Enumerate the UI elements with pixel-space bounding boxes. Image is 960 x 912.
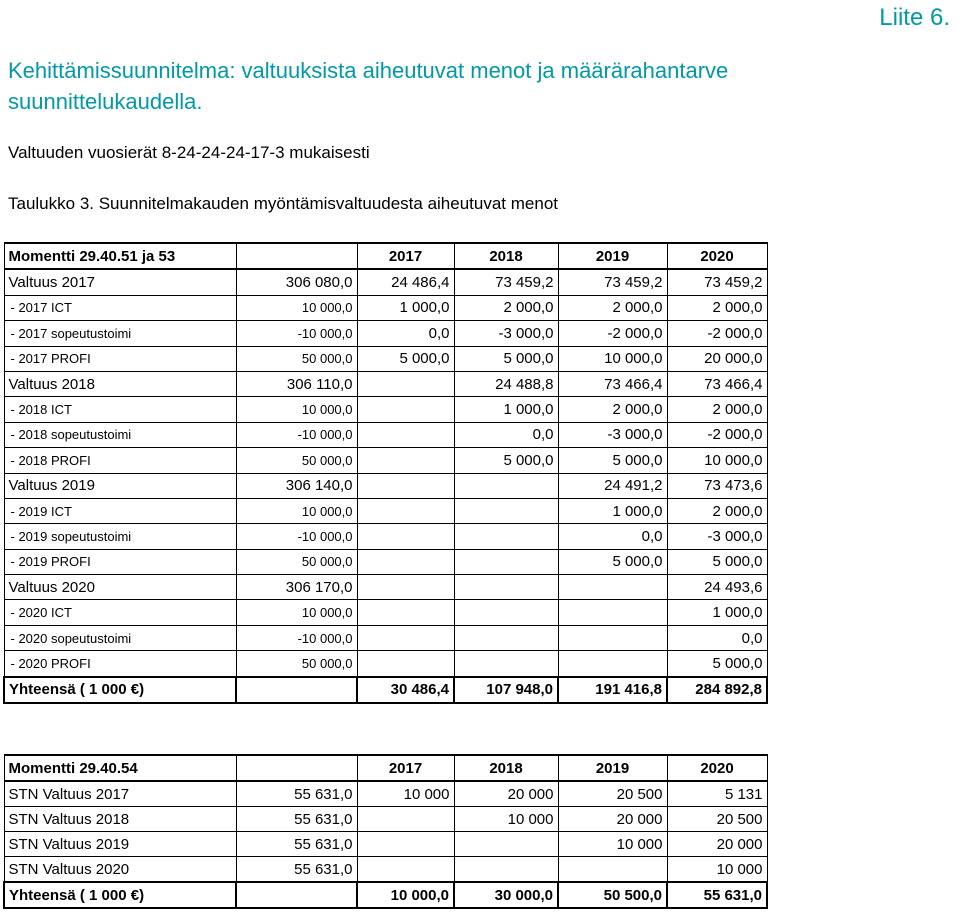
table-cell: 2018: [454, 755, 558, 781]
table-cell: - 2018 ICT: [4, 397, 236, 422]
table-cell: Valtuus 2018: [4, 371, 236, 396]
table-row: [4, 575, 767, 600]
table-cell: 2017: [357, 243, 454, 269]
table-cell: [454, 857, 558, 883]
table-cell: 55 631,0: [667, 882, 767, 908]
table-cell: 2017: [357, 755, 454, 781]
table-cell: [454, 524, 558, 549]
table-cell: 50 000,0: [236, 346, 357, 371]
table-cell: 73 459,2: [667, 269, 767, 295]
table-cell: 2020: [667, 243, 767, 269]
table-cell: Valtuus 2020: [4, 575, 236, 600]
table-cell: [454, 473, 558, 498]
table-cell: 20 000: [667, 832, 767, 857]
table-cell: 0,0: [357, 321, 454, 346]
table-cell: -10 000,0: [236, 321, 357, 346]
table-row: [4, 498, 767, 523]
table-cell: [357, 651, 454, 677]
table-row: [4, 625, 767, 650]
table-cell: [558, 600, 667, 625]
table-cell: 306 080,0: [236, 269, 357, 295]
table-cell: 55 631,0: [236, 781, 357, 807]
table-row: [4, 807, 767, 832]
table-cell: 10 000,0: [667, 448, 767, 473]
table-cell: 73 466,4: [558, 371, 667, 396]
table-cell: -3 000,0: [667, 524, 767, 549]
table-cell: -3 000,0: [454, 321, 558, 346]
table-cell: 2 000,0: [558, 397, 667, 422]
table-cell: 5 131: [667, 781, 767, 807]
table-cell: 0,0: [454, 422, 558, 447]
table-cell: 10 000: [558, 832, 667, 857]
table-row: [4, 600, 767, 625]
table-cell: - 2018 sopeutustoimi: [4, 422, 236, 447]
table-cell: 306 140,0: [236, 473, 357, 498]
table-cell: [357, 448, 454, 473]
table-cell: 20 500: [667, 807, 767, 832]
table-cell: - 2019 PROFI: [4, 549, 236, 574]
table-cell: - 2019 sopeutustoimi: [4, 524, 236, 549]
table-cell: [236, 755, 357, 781]
table-cell: STN Valtuus 2018: [4, 807, 236, 832]
table-cell: STN Valtuus 2020: [4, 857, 236, 883]
table-cell: - 2017 ICT: [4, 295, 236, 320]
table-cell: 10 000,0: [558, 346, 667, 371]
table-cell: 2 000,0: [667, 498, 767, 523]
stn-authorization-table: [3, 754, 768, 909]
table-caption: Taulukko 3. Suunnitelmakauden myöntämisvaltuudesta aiheutuvat menot: [8, 194, 559, 213]
table-row: [4, 397, 767, 422]
table-cell: [357, 832, 454, 857]
table-row: [4, 781, 767, 807]
table-row: [4, 269, 767, 295]
table-header-row: [4, 755, 767, 781]
table-row: [4, 448, 767, 473]
table-cell: [454, 549, 558, 574]
table-cell: Momentti 29.40.51 ja 53: [4, 243, 236, 269]
table-cell: 10 000,0: [236, 397, 357, 422]
table-row: [4, 321, 767, 346]
table-cell: [454, 651, 558, 677]
table-cell: STN Valtuus 2017: [4, 781, 236, 807]
table-total-row: [4, 677, 767, 703]
table-cell: Valtuus 2017: [4, 269, 236, 295]
table-cell: [236, 677, 357, 703]
table-cell: 306 170,0: [236, 575, 357, 600]
table-cell: 5 000,0: [667, 549, 767, 574]
table-cell: 2 000,0: [558, 295, 667, 320]
table-cell: [357, 857, 454, 883]
table-cell: 5 000,0: [667, 651, 767, 677]
table-cell: 10 000: [667, 857, 767, 883]
table-cell: 20 000: [454, 781, 558, 807]
table-row: [4, 422, 767, 447]
table-cell: 20 000,0: [667, 346, 767, 371]
table-cell: 10 000,0: [236, 600, 357, 625]
table-cell: 5 000,0: [558, 549, 667, 574]
table-cell: - 2017 PROFI: [4, 346, 236, 371]
table-cell: [357, 524, 454, 549]
table-cell: 10 000,0: [236, 498, 357, 523]
table-cell: 20 500: [558, 781, 667, 807]
table-cell: 306 110,0: [236, 371, 357, 396]
table-row: [4, 832, 767, 857]
document-subtitle: Valtuuden vuosierät 8-24-24-24-17-3 mukaisesti: [8, 143, 370, 162]
table-cell: - 2020 sopeutustoimi: [4, 625, 236, 650]
table-cell: - 2018 PROFI: [4, 448, 236, 473]
table-cell: 0,0: [667, 625, 767, 650]
table-cell: -10 000,0: [236, 625, 357, 650]
table-cell: 50 000,0: [236, 651, 357, 677]
table-cell: 73 459,2: [454, 269, 558, 295]
table-cell: [558, 625, 667, 650]
table-cell: [357, 371, 454, 396]
document-title: Kehittämissuunnitelma: valtuuksista aiheutuvat menot ja määrärahantarve suunnittelukaudella.: [8, 58, 729, 114]
table-cell: 73 459,2: [558, 269, 667, 295]
table-cell: 107 948,0: [454, 677, 558, 703]
table-cell: 5 000,0: [454, 346, 558, 371]
table-cell: 284 892,8: [667, 677, 767, 703]
table-cell: 50 500,0: [558, 882, 667, 908]
table-cell: 73 466,4: [667, 371, 767, 396]
table-cell: 2018: [454, 243, 558, 269]
table-cell: -10 000,0: [236, 422, 357, 447]
table-cell: [357, 473, 454, 498]
table-cell: 0,0: [558, 524, 667, 549]
table-cell: -2 000,0: [667, 422, 767, 447]
table-cell: [558, 651, 667, 677]
table-cell: Yhteensä ( 1 000 €): [4, 677, 236, 703]
table-cell: [357, 807, 454, 832]
table-cell: 5 000,0: [357, 346, 454, 371]
table-cell: 30 486,4: [357, 677, 454, 703]
table-cell: 24 486,4: [357, 269, 454, 295]
table-cell: 55 631,0: [236, 807, 357, 832]
table-cell: - 2019 ICT: [4, 498, 236, 523]
table-cell: [454, 600, 558, 625]
table-cell: 24 491,2: [558, 473, 667, 498]
table-cell: [454, 575, 558, 600]
table-cell: Yhteensä ( 1 000 €): [4, 882, 236, 908]
table-cell: [357, 600, 454, 625]
table-cell: - 2020 PROFI: [4, 651, 236, 677]
table-cell: -2 000,0: [558, 321, 667, 346]
table-cell: 1 000,0: [454, 397, 558, 422]
table-cell: STN Valtuus 2019: [4, 832, 236, 857]
table-cell: [357, 549, 454, 574]
table-cell: 20 000: [558, 807, 667, 832]
table-cell: [357, 422, 454, 447]
table-cell: 55 631,0: [236, 832, 357, 857]
table-cell: 73 473,6: [667, 473, 767, 498]
table-cell: [357, 625, 454, 650]
table-cell: [454, 498, 558, 523]
table-cell: [357, 498, 454, 523]
table-cell: [357, 575, 454, 600]
table-cell: [357, 397, 454, 422]
table-cell: 1 000,0: [667, 600, 767, 625]
appendix-label: Liite 6.: [879, 4, 950, 31]
table-cell: Valtuus 2019: [4, 473, 236, 498]
table-header-row: [4, 243, 767, 269]
table-cell: [558, 857, 667, 883]
table-row: [4, 651, 767, 677]
table-row: [4, 473, 767, 498]
table-total-row: [4, 882, 767, 908]
table-cell: [454, 625, 558, 650]
table-cell: 24 493,6: [667, 575, 767, 600]
table-cell: 24 488,8: [454, 371, 558, 396]
table-cell: 10 000: [454, 807, 558, 832]
table-row: [4, 524, 767, 549]
table-cell: 2 000,0: [667, 295, 767, 320]
table-cell: 10 000: [357, 781, 454, 807]
table-cell: 2020: [667, 755, 767, 781]
table-cell: 50 000,0: [236, 549, 357, 574]
table-cell: 10 000,0: [357, 882, 454, 908]
table-cell: -3 000,0: [558, 422, 667, 447]
table-row: [4, 346, 767, 371]
table-cell: 50 000,0: [236, 448, 357, 473]
table-cell: [454, 832, 558, 857]
table-cell: 30 000,0: [454, 882, 558, 908]
table-row: [4, 295, 767, 320]
table-cell: Momentti 29.40.54: [4, 755, 236, 781]
table-row: [4, 857, 767, 883]
table-cell: [236, 243, 357, 269]
table-row: [4, 549, 767, 574]
table-cell: - 2017 sopeutustoimi: [4, 321, 236, 346]
table-cell: 1 000,0: [558, 498, 667, 523]
table-cell: 2 000,0: [454, 295, 558, 320]
table-cell: 5 000,0: [454, 448, 558, 473]
table-cell: -10 000,0: [236, 524, 357, 549]
table-cell: 191 416,8: [558, 677, 667, 703]
table-cell: [558, 575, 667, 600]
table-cell: 10 000,0: [236, 295, 357, 320]
table-cell: 2019: [558, 755, 667, 781]
table-cell: 1 000,0: [357, 295, 454, 320]
table-cell: 55 631,0: [236, 857, 357, 883]
table-cell: - 2020 ICT: [4, 600, 236, 625]
table-row: [4, 371, 767, 396]
table-cell: [236, 882, 357, 908]
authorization-expenses-table: [3, 242, 768, 704]
table-cell: -2 000,0: [667, 321, 767, 346]
table-cell: 2019: [558, 243, 667, 269]
table-cell: 5 000,0: [558, 448, 667, 473]
table-cell: 2 000,0: [667, 397, 767, 422]
